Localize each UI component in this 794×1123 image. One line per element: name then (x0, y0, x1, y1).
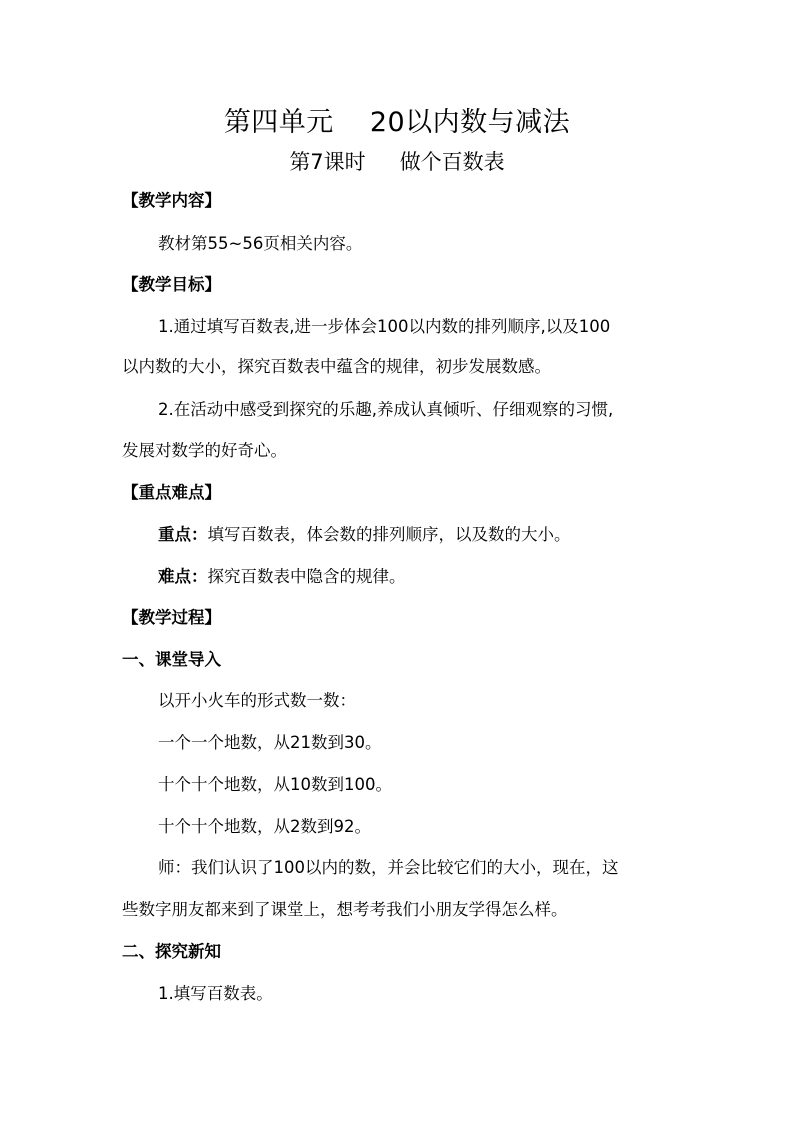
difficult-point-label: 难点： (158, 567, 208, 586)
key-point-text: 填写百数表，体会数的排列顺序，以及数的大小。 (207, 525, 571, 544)
paragraph-count-ones: 一个一个地数，从21数到30。 (158, 733, 382, 752)
content-paragraph: 教材第55~56页相关内容。 (158, 234, 363, 253)
goal-2-line-2: 发展对数学的好奇心。 (122, 441, 287, 460)
teacher-line-1: 师：我们认识了100以内的数，并会比较它们的大小，现在，这 (158, 858, 619, 877)
goal-1-line-1: 1.通过填写百数表,进一步体会100以内数的排列顺序,以及100 (158, 317, 611, 336)
difficult-point-line (158, 567, 718, 587)
difficult-point-text: 探究百数表中隐含的规律。 (207, 567, 406, 586)
section-heading-process: 【教学过程】 (122, 608, 221, 627)
part-1-heading: 一、课堂导入 (122, 650, 221, 669)
paragraph-train-count: 以开小火车的形式数一数： (158, 691, 356, 710)
key-point-line (158, 525, 718, 545)
section-heading-goals: 【教学目标】 (122, 275, 221, 294)
unit-title (0, 100, 794, 139)
lesson-title (0, 146, 794, 176)
paragraph-count-tens-2: 十个十个地数，从2数到92。 (158, 817, 371, 836)
lesson-number: 第7课时 (289, 150, 366, 174)
section-heading-content: 【教学内容】 (122, 191, 221, 210)
lesson-name: 做个百数表 (399, 150, 505, 174)
teacher-line-2: 些数字朋友都来到了课堂上，想考考我们小朋友学得怎么样。 (122, 900, 568, 919)
goal-2-line-1: 2.在活动中感受到探究的乐趣,养成认真倾听、仔细观察的习惯, (158, 400, 614, 419)
key-point-label: 重点： (158, 525, 208, 544)
part-2-heading: 二、探究新知 (122, 942, 221, 961)
unit-title-topic: 20以内数与减法 (369, 107, 571, 138)
paragraph-count-tens-10: 十个十个地数，从10数到100。 (158, 775, 392, 794)
paragraph-fill-table: 1.填写百数表。 (158, 984, 273, 1003)
section-heading-key-points: 【重点难点】 (122, 483, 221, 502)
goal-1-line-2: 以内数的大小，探究百数表中蕴含的规律，初步发展数感。 (122, 357, 551, 376)
unit-title-number: 第四单元 (223, 107, 334, 138)
